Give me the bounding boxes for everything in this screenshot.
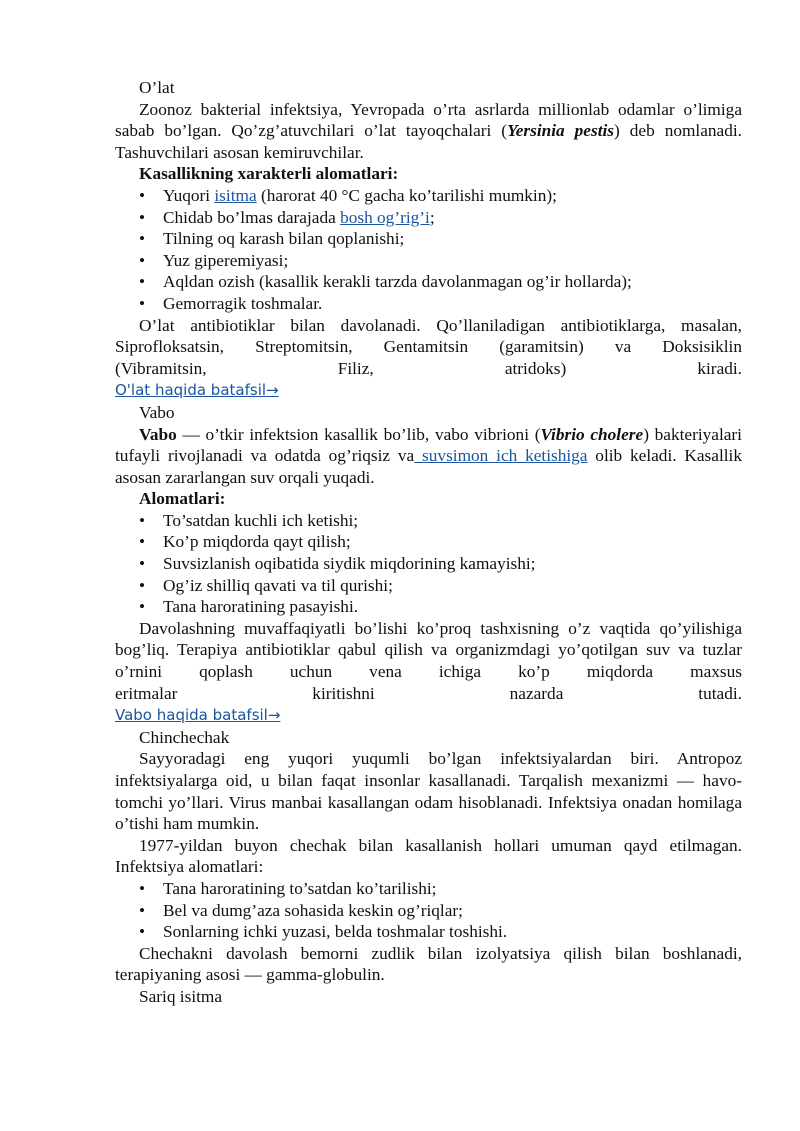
olat-intro [115,99,742,164]
chinchechak-intro: Sayyoradagi eng yuqori yuqumli bo’lgan infektsiyalardan biri. Antropoz infektsiyalarga oid, u bilan faqat insonlar kasallanadi. Tarqalish mexanizmi — havo-tomchi yo’llari. Virus manbai kasallangan odam hisoblanadi. Infektsiya onadan homilaga o’tishi ham mumkin. [115,749,742,834]
vabo-more-link[interactable]: Vabo haqida batafsil→ [115,706,281,725]
list-item: • Suvsizlanish oqibatida siydik miqdorining kamayishi; [115,553,742,575]
list-item: • Tilning oq karash bilan qoplanishi; [115,228,742,250]
olat-intro-text-2: ) deb nomlanadi. Tashuvchilari asosan kemiruvchilar. [115,121,742,162]
section-heading-vabo: Vabo [139,402,175,422]
olat-more [115,379,742,402]
chinchechak-history: 1977-yildan buyon chechak bilan kasallanish hollari umuman qayd etilmagan. Infektsiya alomatlari: [115,835,742,877]
list-item [115,207,742,229]
list-item-text: Yuqori [163,185,215,205]
vabo-symptoms-heading-text: Alomatlari: [139,489,226,509]
chinchechak-treatment: Chechakni davolash bemorni zudlik bilan izolyatsiya qilish bilan boshlanadi, terapiyaning asosi — gamma-globulin. [115,943,742,985]
vabo-more [115,704,742,727]
list-item: • To’satdan kuchli ich ketishi; [115,510,742,532]
vabo-term: Vabo [139,424,177,444]
vabo-intro [115,424,742,489]
vabo-symptoms-heading [115,488,742,510]
list-item-text: Chidab bo’lmas darajada [163,207,341,227]
vabo-intro-text: — o’tkir infektsion kasallik bo’lib, vabo vibrioni ( [176,424,541,444]
section-heading-sariq-isitma: Sariq isitma [139,986,223,1006]
list-item: • Bel va dumg’aza sohasida keskin og’riqlar; [115,900,742,922]
ich-ketishi-link[interactable]: suvsimon ich ketishiga [414,446,588,466]
list-item: • Aqldan ozish (kasallik kerakli tarzda davolanmagan og’ir hollarda); [115,271,742,293]
list-item: • Og’iz shilliq qavati va til qurishi; [115,575,742,597]
olat-symptoms-heading-text: Kasallikning xarakterli alomatlari: [139,164,399,184]
olat-treatment: O’lat antibiotiklar bilan davolanadi. Qo’llaniladigan antibiotiklarga, masalan, Siprofloksatsin, Streptomitsin, Gentamitsin (garamitsin) va Doksisiklin [115,315,742,357]
list-item-text: (harorat 40 °C gacha ko’tarilishi mumkin); [256,185,557,205]
olat-symptoms-list [115,185,742,315]
section-heading-chinchechak: Chinchechak [139,727,230,747]
list-item [115,185,742,207]
vabo-intro-text-2: ) bakteriyalari tufayli rivojlanadi va odatda og’riqsiz va [115,424,742,466]
vabo-symptoms-list [115,510,742,618]
list-item: • Ko’p miqdorda qayt qilish; [115,531,742,553]
olat-treatment-2: (Vibramitsin, Filiz, atridoks) kiradi. [115,358,742,378]
isitma-link[interactable]: isitma [214,185,257,205]
olat-pathogen-name: Yersinia pestis [507,121,615,141]
vabo-treatment: Davolashning muvaffaqiyatli bo’lishi ko’proq tashxisning o’z vaqtida qo’yilishiga bog’liq. Terapiya antibiotiklar qabul qilish va organizmdagi yo’qotilgan suv va tuzlar o’rnini qoplash uchun vena ichiga ko’p miqdorda maxsus [115,618,742,682]
list-item: • Tana haroratining to’satdan ko’tarilishi; [115,878,742,900]
section-heading-olat: O’lat [139,78,175,97]
list-item: • Gemorragik toshmalar. [115,293,742,315]
olat-symptoms-heading [115,163,742,185]
vabo-pathogen-name: Vibrio cholere [540,424,644,444]
list-item: • Tana haroratining pasayishi. [115,596,742,618]
list-item: • Yuz giperemiyasi; [115,250,742,272]
vabo-treatment-2: eritmalar kiritishni nazarda tutadi. [115,683,742,703]
document-page [115,77,742,1008]
bosh-ogrigi-link[interactable]: bosh og’rig’i [340,207,430,227]
olat-more-link[interactable]: O'lat haqida batafsil→ [115,381,279,400]
vabo-intro-text-3: olib keladi. Kasallik asosan zararlangan suv orqali yuqadi. [115,446,742,487]
list-item-text: ; [429,207,435,227]
olat-intro-text: Zoonoz bakterial infektsiya, Yevropada o’rta asrlarda millionlab odamlar o’limiga sabab bo’lgan. Qo’zg’atuvchilari o’lat tayoqchalari ( [115,99,742,141]
list-item: • Sonlarning ichki yuzasi, belda toshmalar toshishi. [115,921,742,943]
chinchechak-symptoms-list [115,878,742,943]
